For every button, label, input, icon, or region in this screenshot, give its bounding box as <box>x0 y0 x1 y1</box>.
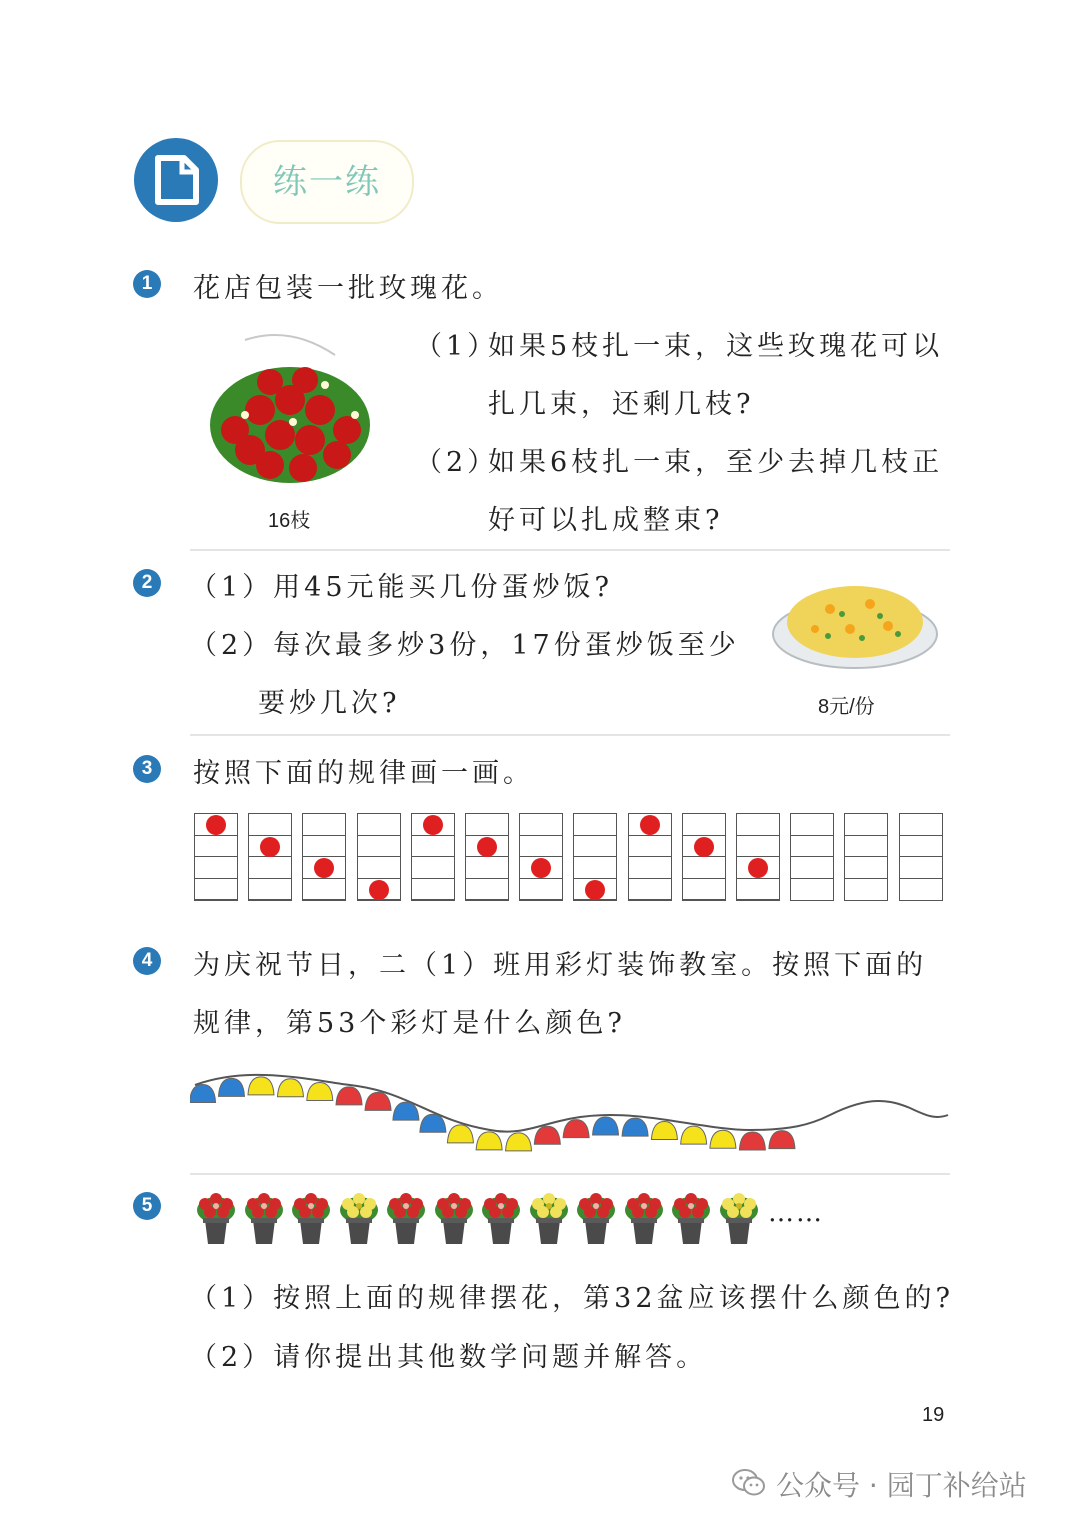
q1-title: 花店包装一批玫瑰花。 <box>193 273 503 304</box>
flower-pot-yellow <box>718 1190 760 1246</box>
grid-cell[interactable] <box>520 836 562 858</box>
divider <box>190 734 950 736</box>
lantern-blue <box>190 1084 216 1102</box>
grid-cell[interactable] <box>845 836 887 858</box>
grid-cell[interactable] <box>195 879 237 901</box>
grid-cell[interactable] <box>845 857 887 879</box>
rose-count-caption: 16枝 <box>268 510 311 532</box>
q1-sub1-label: （1） <box>415 331 499 362</box>
lantern-yellow <box>476 1132 502 1150</box>
grid-cell[interactable] <box>900 814 942 836</box>
red-dot <box>477 837 497 857</box>
lantern-yellow <box>651 1122 677 1140</box>
flower-pot-red <box>480 1190 522 1246</box>
red-dot <box>369 880 389 900</box>
flower-pot-red <box>575 1190 617 1246</box>
grid-column[interactable] <box>628 813 672 901</box>
question-number-3: 3 <box>133 755 161 783</box>
lantern-yellow <box>307 1083 333 1101</box>
lantern-red <box>365 1092 391 1110</box>
lantern-red <box>769 1131 795 1149</box>
grid-cell[interactable] <box>358 814 400 836</box>
lantern-yellow <box>710 1130 736 1148</box>
q3-title: 按照下面的规律画一画。 <box>193 758 534 789</box>
grid-cell[interactable] <box>737 879 779 901</box>
grid-cell[interactable] <box>412 836 454 858</box>
grid-cell[interactable] <box>683 879 725 901</box>
lantern-red <box>534 1126 560 1144</box>
flower-pot-yellow <box>528 1190 570 1246</box>
lantern-yellow <box>248 1077 274 1095</box>
grid-cell[interactable] <box>629 836 671 858</box>
watermark: 公众号 · 园丁补给站 <box>776 1469 1027 1502</box>
grid-column[interactable] <box>248 813 292 901</box>
grid-column[interactable] <box>302 813 346 901</box>
grid-cell[interactable] <box>900 879 942 901</box>
grid-cell[interactable] <box>466 814 508 836</box>
fried-rice-image <box>770 574 940 670</box>
grid-cell[interactable] <box>195 836 237 858</box>
fried-rice-price-caption: 8元/份 <box>818 696 875 718</box>
grid-column[interactable] <box>682 813 726 901</box>
red-dot <box>423 815 443 835</box>
grid-cell[interactable] <box>412 857 454 879</box>
grid-cell[interactable] <box>358 857 400 879</box>
q2-sub2-line2: 要炒几次? <box>258 688 401 719</box>
question-number-1: 1 <box>133 270 161 298</box>
red-dot <box>206 815 226 835</box>
grid-cell[interactable] <box>249 814 291 836</box>
grid-column[interactable] <box>411 813 455 901</box>
red-dot <box>694 837 714 857</box>
grid-column[interactable] <box>844 813 888 901</box>
grid-cell[interactable] <box>466 879 508 901</box>
lantern-blue <box>593 1117 619 1135</box>
grid-cell[interactable] <box>737 836 779 858</box>
lantern-blue <box>218 1078 244 1096</box>
flower-pot-yellow <box>338 1190 380 1246</box>
grid-cell[interactable] <box>303 879 345 901</box>
grid-column[interactable] <box>573 813 617 901</box>
red-dot <box>585 880 605 900</box>
grid-column[interactable] <box>465 813 509 901</box>
lantern-red <box>563 1120 589 1138</box>
page-title: 练一练 <box>273 162 381 202</box>
grid-cell[interactable] <box>791 836 833 858</box>
grid-cell[interactable] <box>574 857 616 879</box>
grid-cell[interactable] <box>303 836 345 858</box>
grid-column[interactable] <box>357 813 401 901</box>
question-number-5: 5 <box>133 1192 161 1220</box>
grid-cell[interactable] <box>845 814 887 836</box>
grid-column[interactable] <box>194 813 238 901</box>
practice-title-badge <box>240 140 414 224</box>
flower-pot-red <box>195 1190 237 1246</box>
grid-column[interactable] <box>519 813 563 901</box>
red-dot <box>640 815 660 835</box>
q4-line2: 规律，第53个彩灯是什么颜色? <box>193 1008 626 1039</box>
q1-sub2-line2: 好可以扎成整束? <box>488 505 724 536</box>
q1-sub1-line2: 扎几束，还剩几枝? <box>488 389 755 420</box>
grid-cell[interactable] <box>791 814 833 836</box>
grid-cell[interactable] <box>737 814 779 836</box>
red-dot <box>748 858 768 878</box>
lantern-yellow <box>277 1079 303 1097</box>
grid-cell[interactable] <box>900 836 942 858</box>
q1-sub1-line1: 如果5枝扎一束，这些玫瑰花可以 <box>488 331 944 362</box>
q2-sub2-line1: （2）每次最多炒3份，17份蛋炒饭至少 <box>190 630 740 661</box>
lantern-red <box>739 1132 765 1150</box>
grid-cell[interactable] <box>412 879 454 901</box>
grid-cell[interactable] <box>845 879 887 901</box>
question-number-2: 2 <box>133 569 161 597</box>
grid-cell[interactable] <box>791 857 833 879</box>
grid-cell[interactable] <box>249 857 291 879</box>
q5-sub1: （1）按照上面的规律摆花，第32盆应该摆什么颜色的? <box>190 1283 955 1314</box>
grid-cell[interactable] <box>195 857 237 879</box>
practice-icon <box>134 138 218 222</box>
lantern-yellow <box>681 1126 707 1144</box>
flower-pot-red <box>670 1190 712 1246</box>
grid-cell[interactable] <box>574 814 616 836</box>
q4-line1: 为庆祝节日，二（1）班用彩灯装饰教室。按照下面的 <box>193 950 928 981</box>
q5-sub2: （2）请你提出其他数学问题并解答。 <box>190 1342 708 1373</box>
grid-column[interactable] <box>790 813 834 901</box>
grid-cell[interactable] <box>629 879 671 901</box>
lantern-yellow <box>447 1125 473 1143</box>
grid-cell[interactable] <box>791 879 833 901</box>
grid-cell[interactable] <box>574 836 616 858</box>
grid-cell[interactable] <box>520 814 562 836</box>
flower-pot-red <box>623 1190 665 1246</box>
lantern-blue <box>622 1118 648 1136</box>
lantern-string <box>190 1060 950 1160</box>
lantern-yellow <box>506 1133 532 1151</box>
flower-pot-red <box>433 1190 475 1246</box>
rose-bouquet-image <box>205 330 375 490</box>
lantern-red <box>336 1087 362 1105</box>
page-number: 19 <box>922 1404 945 1426</box>
wechat-icon <box>732 1468 766 1498</box>
divider <box>190 549 950 551</box>
question-number-4: 4 <box>133 947 161 975</box>
q1-sub2-line1: 如果6枝扎一束，至少去掉几枝正 <box>488 447 944 478</box>
grid-cell[interactable] <box>249 879 291 901</box>
grid-cell[interactable] <box>520 879 562 901</box>
q1-sub2-label: （2） <box>415 447 499 478</box>
grid-cell[interactable] <box>683 857 725 879</box>
flower-pot-red <box>385 1190 427 1246</box>
flower-ellipsis: …… <box>768 1198 824 1228</box>
grid-cell[interactable] <box>629 857 671 879</box>
grid-cell[interactable] <box>303 814 345 836</box>
grid-column[interactable] <box>899 813 943 901</box>
flower-pot-red <box>243 1190 285 1246</box>
q2-sub1: （1）用45元能买几份蛋炒饭? <box>190 572 614 603</box>
divider <box>190 1173 950 1175</box>
flower-pot-red <box>290 1190 332 1246</box>
red-dot <box>260 837 280 857</box>
grid-cell[interactable] <box>358 836 400 858</box>
grid-column[interactable] <box>736 813 780 901</box>
grid-cell[interactable] <box>900 857 942 879</box>
grid-cell[interactable] <box>466 857 508 879</box>
grid-cell[interactable] <box>683 814 725 836</box>
